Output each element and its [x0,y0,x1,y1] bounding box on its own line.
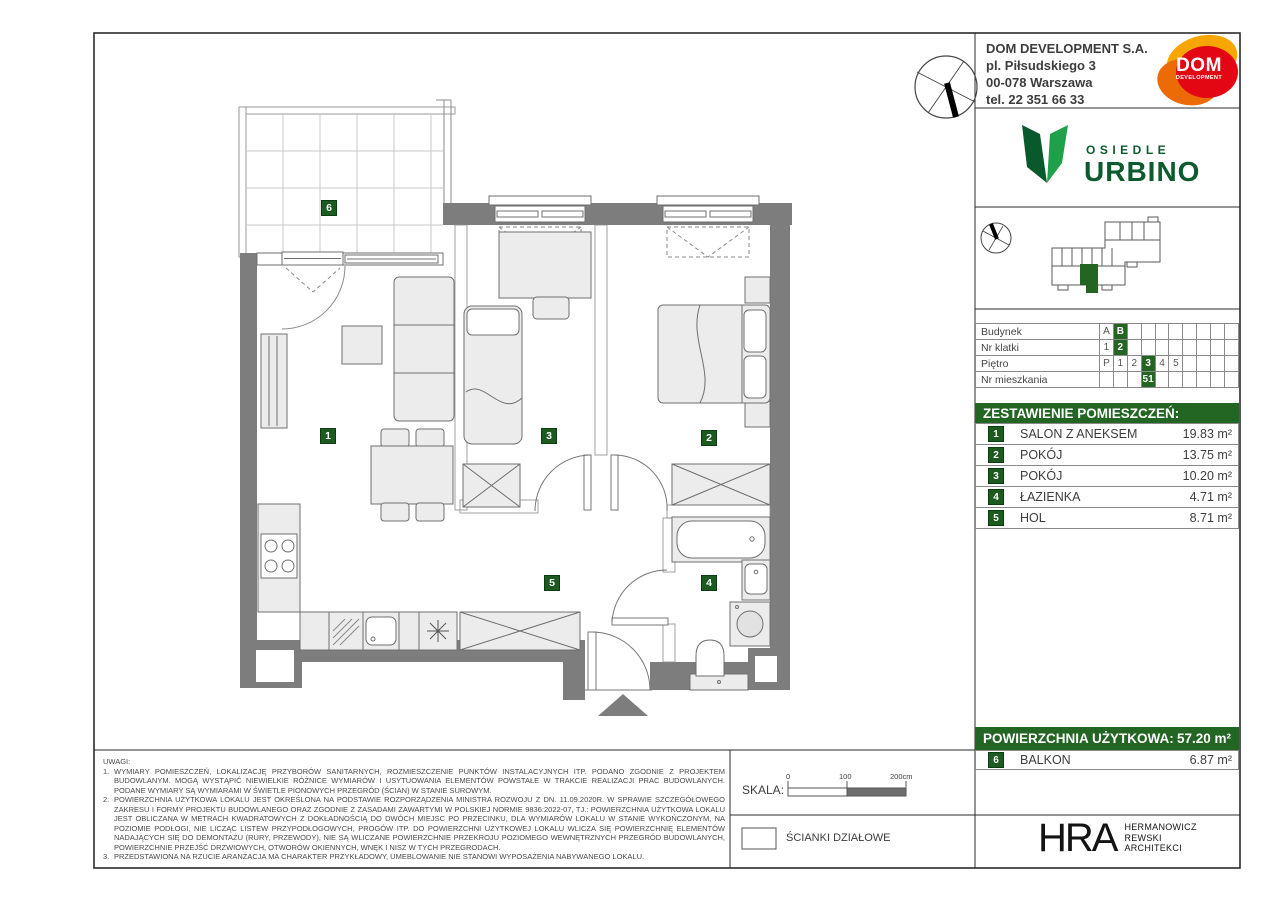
room-row [975,508,1239,529]
location-cell-selected: 51 [1141,372,1155,388]
tv-cabinet [261,334,287,428]
dom-logo-subword: DEVELOPMENT [1175,75,1223,81]
note-number: 2. [103,795,110,804]
hob-symbol [427,620,449,642]
wall-niche-bath [755,656,777,682]
entrance-arrow [598,694,648,716]
room-marker-balkon: 6 [321,200,337,216]
company-address1: pl. Piłsudskiego 3 [986,58,1096,73]
balcony-name: BALKON [1020,753,1071,767]
architect-line2: REWSKI [1124,832,1162,843]
location-cell [1211,372,1225,388]
room-row-area: 19.83 m² [1182,427,1232,441]
location-cell [1100,372,1114,388]
balcony-area: 6.87 m² [1189,753,1232,767]
legend-partition-swatch [742,828,776,849]
location-cell [1211,356,1225,372]
location-cell [1141,324,1155,340]
company-phone: tel. 22 351 66 33 [986,92,1085,107]
notes-block [103,757,725,862]
pillow [744,356,766,398]
location-cell [1225,324,1239,340]
location-table-body [976,324,1239,388]
dom-logo-word: DOM [1176,55,1222,76]
room-row-marker: 1 [988,426,1004,442]
location-cell [1225,372,1239,388]
kitchen-sink [366,617,396,645]
note-item [103,852,725,862]
rooms-header-label: ZESTAWIENIE POMIESZCZEŃ: [983,405,1180,421]
location-cell: 4 [1155,356,1169,372]
location-row-label: Budynek [976,324,1100,340]
dining-table [371,446,453,504]
location-cell: 5 [1169,356,1183,372]
room-row-name: POKÓJ [1020,469,1063,483]
location-cell-selected: B [1113,324,1127,340]
room-marker-hol: 5 [544,575,560,591]
minimap-unit-highlight [1080,264,1098,285]
rooms-header-bar [975,403,1239,423]
location-table-row [976,340,1239,356]
room-row-area: 8.71 m² [1189,511,1232,525]
note-number: 3. [103,852,110,861]
note-item [103,795,725,852]
location-cell [1169,340,1183,356]
floor-plan [239,100,792,716]
location-cell: 2 [1127,356,1141,372]
minimap-compass-icon [981,223,1011,253]
chair [381,429,409,447]
sofa [394,277,454,421]
window-room3 [489,196,591,222]
location-cell: P [1100,356,1114,372]
location-table-row [976,356,1239,372]
location-cell: 1 [1113,356,1127,372]
room-row-name: POKÓJ [1020,448,1063,462]
architect-line1: HERMANOWICZ [1124,822,1197,833]
room-row [975,466,1239,487]
location-cell: A [1100,324,1114,340]
scale-tick-0: 0 [786,772,791,781]
scale-label: SKALA: [742,783,785,797]
project-name-urbino: URBINO [1084,156,1201,187]
room-row-marker: 5 [988,510,1004,526]
location-cell [1155,324,1169,340]
scale-bar [788,781,906,796]
note-text: POWIERZCHNIA UŻYTKOWA LOKALU JEST OKREŚLONA NA PODSTAWIE ROZPORZĄDZENIA MINISTRA ROZWOJU Z DN. 11.09.2020R. W SPRAWIE SZCZEGÓŁOWEGO ZAKRESU I FORMY PROJEKTU BUDOWLANEGO ORAZ ZGODNIE Z ZASADAMI ZAWARTYMI W POLSKIEJ NORMIE 9836:2022-07, TJ.: POWIERZCHNIA UŻYTKOWA LOKALU JEST OBLICZANA W METRACH KWADRATOWYCH Z DOKŁADNOŚCIĄ DO DWÓCH MIEJSC PO PRZECINKU, DLA WYMIARÓW LOKALU W STANIE WYKOŃCZONYM, NA POZIOMIE PODŁOGI, NIE LICZĄC LISTEW PRZYPODŁOGOWYCH, PROGÓW ITP. DO POWIERZCHNI UŻYTKOWEJ LOKALU WLICZA SIĘ POWIERZCHNIĘ ELEMENTÓW NADAJĄCYCH SIĘ DO DEMONTAŻU (RURY, PRZEWODY), NIE SĄ WLICZANE POWIERZCHNIE PRZEKROJU POZIOMEGO WEWNĘTRZNYCH PRZEGRÓD BUDOWLANYCH, POWIERZCHNIE PRZEJŚĆ DRZWIOWYCH, OTWORÓW OKIENNYCH, WNĘK I NISZ W TYCH PRZEGRODACH. [114,795,725,852]
compass-icon [915,56,977,118]
location-cell [1183,340,1197,356]
company-name: DOM DEVELOPMENT S.A. [986,41,1148,56]
room-marker-pokoj3: 3 [541,428,557,444]
notes-title: UWAGI: [103,757,131,766]
location-cell [1113,372,1127,388]
usable-area-bar [975,727,1239,750]
balcony-door-swing [282,266,345,329]
chair [416,429,444,447]
notes-items [103,767,725,862]
pillow [467,309,519,335]
location-cell [1225,356,1239,372]
location-table [975,323,1239,388]
desk [499,232,591,298]
location-cell [1197,324,1211,340]
architect-logo [1038,818,1197,858]
architect-line3: ARCHITEKCI [1124,843,1182,854]
room-row [975,487,1239,508]
chair [416,503,444,521]
room-row [975,423,1239,445]
room-marker-salon: 1 [320,428,336,444]
location-cell [1155,340,1169,356]
project-name-osiedle: OSIEDLE [1086,143,1171,157]
room-row-name: ŁAZIENKA [1020,490,1081,504]
room-row [975,445,1239,466]
location-table-row [976,324,1239,340]
room-row-area: 13.75 m² [1182,448,1232,462]
urbino-logo-icon [1022,125,1068,183]
location-cell [1225,340,1239,356]
room-row-marker: 3 [988,468,1004,484]
shelf [745,401,770,427]
balcony-wall [257,252,443,265]
legend-partition-label: ŚCIANKI DZIAŁOWE [786,832,891,844]
location-cell [1211,340,1225,356]
note-item [103,767,725,796]
location-cell-selected: 3 [1141,356,1155,372]
wall-niche-left [256,650,294,682]
usable-area-label: POWIERZCHNIA UŻYTKOWA: [983,731,1174,746]
window-room2 [657,196,759,222]
minimap [981,217,1160,293]
room-row-marker: 4 [988,489,1004,505]
window-room2-swing [667,227,749,257]
dom-logo-text [1168,56,1230,81]
location-cell: 1 [1100,340,1114,356]
room-row-name: SALON Z ANEKSEM [1020,427,1138,441]
toilet [696,640,724,676]
scale-tick-100: 100 [839,772,852,781]
balcony-row [975,750,1239,770]
location-cell-selected: 2 [1113,340,1127,356]
pillow [744,310,766,352]
location-cell [1169,324,1183,340]
location-cell [1183,372,1197,388]
location-cell [1141,340,1155,356]
scale-tick-200: 200cm [890,772,913,781]
balcony [239,100,455,257]
location-cell [1197,356,1211,372]
room-row-area: 4.71 m² [1189,490,1232,504]
location-cell [1155,372,1169,388]
company-address2: 00-078 Warszawa [986,75,1093,90]
architect-logo-lines [1124,822,1196,854]
location-row-label: Piętro [976,356,1100,372]
side-table [342,326,382,364]
room-row-name: HOL [1020,511,1046,525]
note-number: 1. [103,766,110,776]
location-cell [1127,372,1141,388]
location-cell [1197,340,1211,356]
chair [381,503,409,521]
usable-area-value: 57.20 m² [1176,731,1231,746]
location-row-label: Nr mieszkania [976,372,1100,388]
location-cell [1127,324,1141,340]
location-cell [1211,324,1225,340]
shelf [745,277,770,303]
architect-logo-word: HRA [1038,816,1117,860]
room-marker-pokoj2: 2 [701,430,717,446]
location-cell [1183,324,1197,340]
location-cell [1127,340,1141,356]
note-text: WYMIARY POMIESZCZEŃ, LOKALIZACJĘ PRZYBORÓW SANITARNYCH, ROZMIESZCZENIE PUNKTÓW INSTALACYJNYCH ITP. PODANO ZGODNIE Z PROJEKTEM BUDOWLANYM. MOGĄ WYSTĄPIĆ NIEWIELKIE RÓŻNICE WYMIARÓW I USYTUOWANIA ELEMENTÓW POWSTAŁE W TRAKCIE REALIZACJI PRAC BUDOWLANYCH. PODANE WYMIARY SĄ WYMIARAMI W ŚWIETLE PIONOWYCH PRZEGRÓD (ŚCIAN) W STANIE SUROWYM. [114,766,725,795]
desk-chair [533,297,569,319]
location-cell [1183,356,1197,372]
location-row-label: Nr klatki [976,340,1100,356]
note-text: PRZEDSTAWIONA NA RZUCIE ARANŻACJA MA CHARAKTER PRZYKŁADOWY, UMEBLOWANIE NIE STANOWI WYPOSAŻENIA NABYWANEGO LOKALU. [114,852,645,861]
room-row-marker: 2 [988,447,1004,463]
location-cell [1197,372,1211,388]
location-table-row [976,372,1239,388]
balcony-marker: 6 [988,752,1004,768]
room-marker-lazienka: 4 [701,575,717,591]
rooms-list [975,423,1239,529]
room-row-area: 10.20 m² [1182,469,1232,483]
location-cell [1169,372,1183,388]
